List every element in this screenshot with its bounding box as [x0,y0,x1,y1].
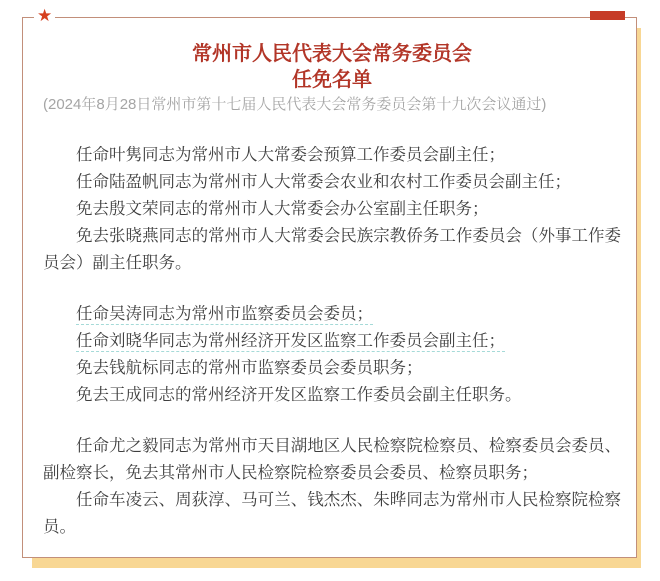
document-card [22,6,637,558]
appointment-line [43,301,621,328]
removal-line [43,196,621,223]
removal-line [43,355,621,382]
appointment-text-underlined: 任命刘晓华同志为常州经济开发区监察工作委员会副主任； [76,332,505,350]
document-subtitle: (2024年8月28日常州市第十七届人民代表大会常务委员会第十九次会议通过) [43,96,547,113]
title-line-2: 任免名单 [292,69,372,91]
appointment-line [43,142,621,169]
appointment-line [43,328,621,355]
star-icon: ★ [34,6,55,26]
appointment-line [43,433,621,487]
removal-text: 免去王成同志的常州经济开发区监察工作委员会副主任职务。 [76,386,522,404]
title-line-1: 常州市人民代表大会常务委员会 [192,43,472,65]
appointment-text: 任命车凌云、周荻淳、马可兰、钱杰杰、朱晔同志为常州市人民检察院检察员。 [43,491,621,536]
appointment-text: 任命叶隽同志为常州市人大常委会预算工作委员会副主任； [76,146,505,164]
document-content [23,18,636,541]
red-tab-decoration [590,11,625,20]
removal-text: 免去殷文荣同志的常州市人大常委会办公室副主任职务； [76,200,489,218]
removal-text: 免去张晓燕同志的常州市人大常委会民族宗教侨务工作委员会（外事工作委员会）副主任职务。 [43,227,621,272]
section-procuratorate [43,433,621,541]
removal-line [43,223,621,277]
appointment-line [43,169,621,196]
removal-text: 免去钱航标同志的常州市监察委员会委员职务； [76,359,423,377]
appointment-text: 任命陆盈帆同志为常州市人大常委会农业和农村工作委员会副主任； [76,173,571,191]
removal-line [43,382,621,409]
appointment-text: 任命尤之毅同志为常州市天目湖地区人民检察院检察员、检察委员会委员、副检察长，免去其常州市人民检察院检察委员会委员、检察员职务； [43,437,621,482]
appointment-line [43,487,621,541]
section-supervisory-commission [43,301,621,409]
section-people-congress [43,142,621,277]
appointment-text-underlined: 任命吴涛同志为常州市监察委员会委员； [76,305,373,323]
document-title [43,41,621,93]
